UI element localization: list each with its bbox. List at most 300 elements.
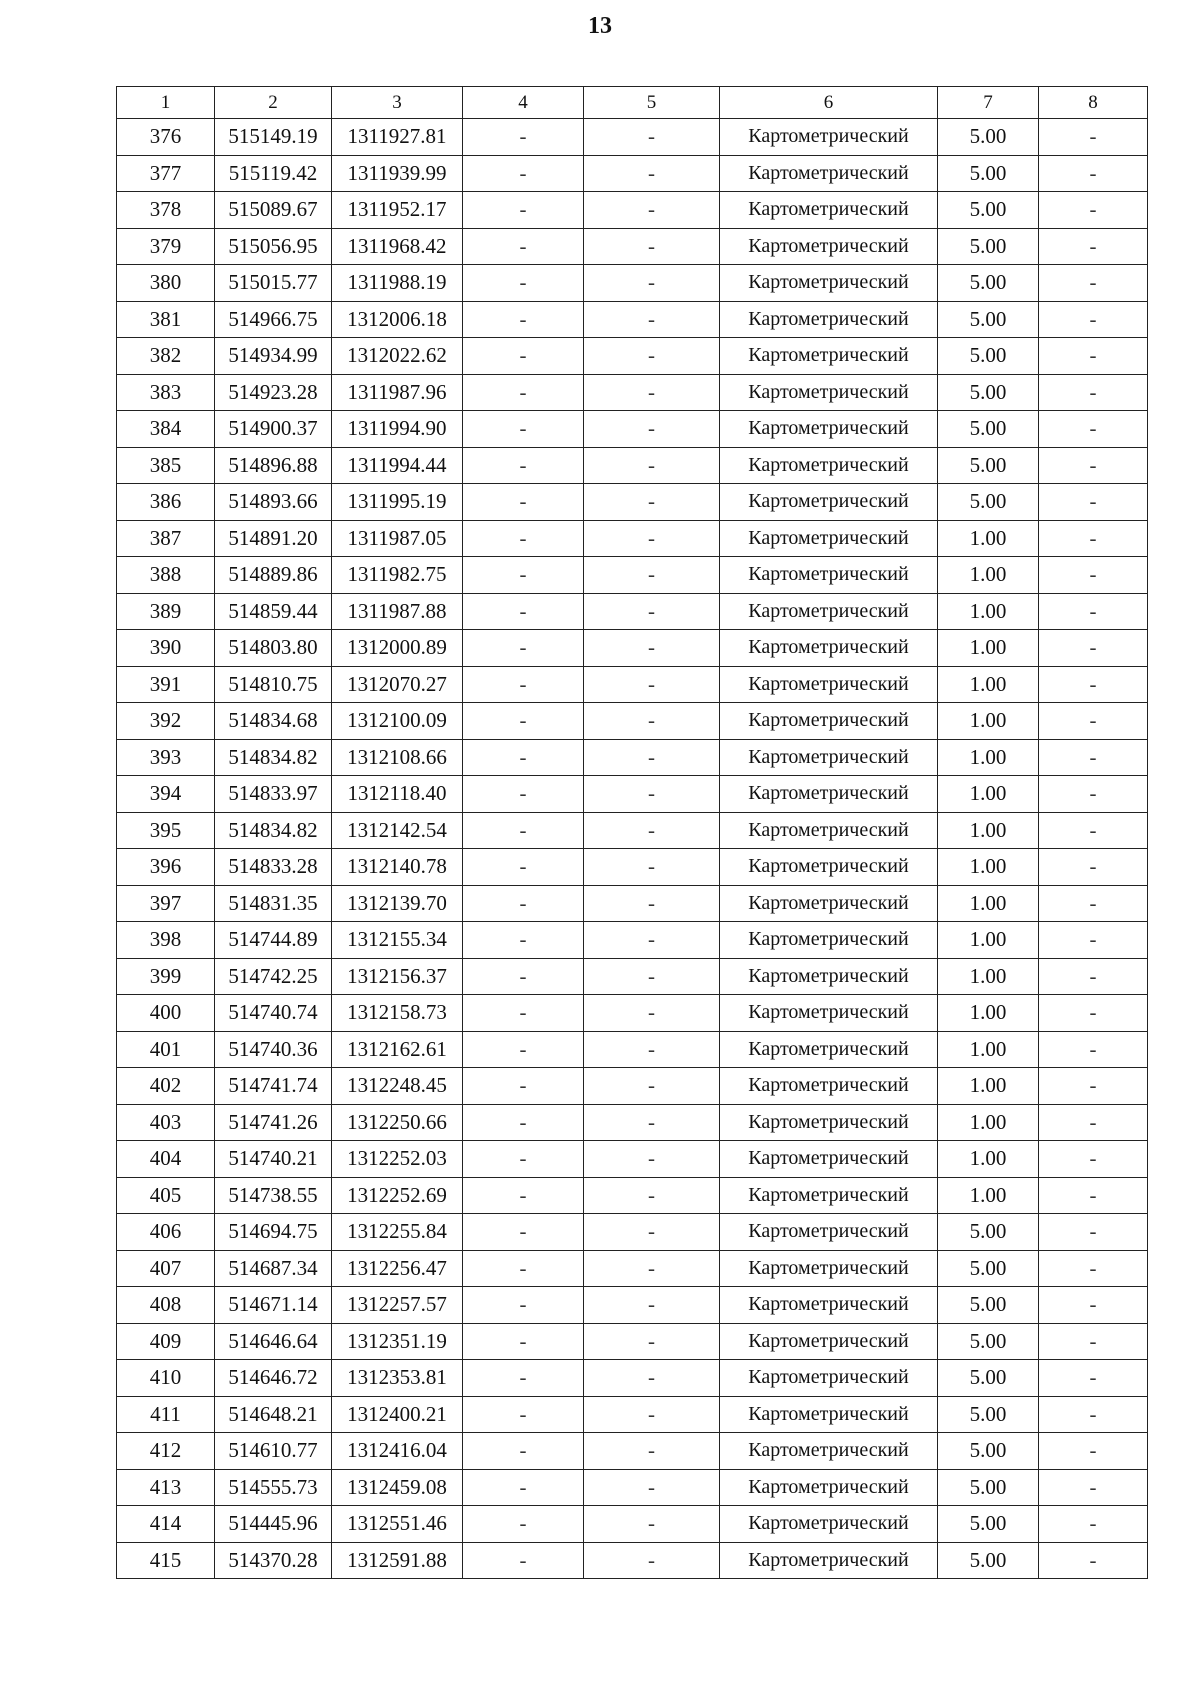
cell-method: Картометрический [720, 1433, 938, 1470]
table-row [117, 630, 1148, 667]
cell-col-4: - [463, 228, 584, 265]
cell-method: Картометрический [720, 1250, 938, 1287]
table-row [117, 119, 1148, 156]
cell-col-4: - [463, 885, 584, 922]
cell-col-4: - [463, 593, 584, 630]
cell-point-number: 409 [117, 1323, 215, 1360]
cell-col-5: - [584, 995, 720, 1032]
column-header-7: 7 [938, 87, 1039, 119]
cell-method: Картометрический [720, 484, 938, 521]
table-row [117, 703, 1148, 740]
cell-col-5: - [584, 374, 720, 411]
cell-col-8: - [1039, 1141, 1148, 1178]
cell-method: Картометрический [720, 1177, 938, 1214]
cell-col-4: - [463, 119, 584, 156]
cell-x-coordinate: 514833.28 [215, 849, 332, 886]
cell-x-coordinate: 514648.21 [215, 1396, 332, 1433]
table-row [117, 885, 1148, 922]
coordinates-table [116, 86, 1148, 1579]
cell-col-8: - [1039, 1287, 1148, 1324]
table-row [117, 447, 1148, 484]
table-row [117, 1323, 1148, 1360]
cell-x-coordinate: 514834.82 [215, 812, 332, 849]
cell-accuracy: 1.00 [938, 885, 1039, 922]
table-row [117, 1250, 1148, 1287]
cell-point-number: 410 [117, 1360, 215, 1397]
cell-point-number: 389 [117, 593, 215, 630]
cell-x-coordinate: 514694.75 [215, 1214, 332, 1251]
cell-accuracy: 5.00 [938, 1469, 1039, 1506]
cell-x-coordinate: 514900.37 [215, 411, 332, 448]
cell-col-8: - [1039, 1250, 1148, 1287]
cell-col-8: - [1039, 995, 1148, 1032]
cell-col-8: - [1039, 228, 1148, 265]
cell-col-5: - [584, 1250, 720, 1287]
cell-x-coordinate: 514741.74 [215, 1068, 332, 1105]
cell-accuracy: 5.00 [938, 192, 1039, 229]
cell-x-coordinate: 514671.14 [215, 1287, 332, 1324]
cell-col-8: - [1039, 1506, 1148, 1543]
cell-point-number: 381 [117, 301, 215, 338]
cell-col-5: - [584, 739, 720, 776]
cell-col-4: - [463, 1287, 584, 1324]
cell-accuracy: 1.00 [938, 703, 1039, 740]
cell-method: Картометрический [720, 885, 938, 922]
cell-accuracy: 1.00 [938, 812, 1039, 849]
cell-y-coordinate: 1312416.04 [332, 1433, 463, 1470]
cell-method: Картометрический [720, 265, 938, 302]
cell-col-8: - [1039, 1542, 1148, 1579]
cell-col-8: - [1039, 1031, 1148, 1068]
cell-y-coordinate: 1312139.70 [332, 885, 463, 922]
table-row [117, 812, 1148, 849]
cell-col-4: - [463, 1031, 584, 1068]
cell-method: Картометрический [720, 411, 938, 448]
table-row [117, 1141, 1148, 1178]
cell-accuracy: 5.00 [938, 1433, 1039, 1470]
table-row [117, 484, 1148, 521]
table-row [117, 1469, 1148, 1506]
cell-method: Картометрический [720, 1287, 938, 1324]
cell-col-4: - [463, 776, 584, 813]
cell-col-5: - [584, 1214, 720, 1251]
cell-col-8: - [1039, 849, 1148, 886]
table-row [117, 593, 1148, 630]
cell-point-number: 394 [117, 776, 215, 813]
cell-x-coordinate: 514646.64 [215, 1323, 332, 1360]
cell-x-coordinate: 514896.88 [215, 447, 332, 484]
cell-y-coordinate: 1312252.03 [332, 1141, 463, 1178]
cell-x-coordinate: 515056.95 [215, 228, 332, 265]
cell-point-number: 414 [117, 1506, 215, 1543]
cell-col-8: - [1039, 958, 1148, 995]
cell-col-8: - [1039, 776, 1148, 813]
cell-col-5: - [584, 338, 720, 375]
table-row [117, 1214, 1148, 1251]
cell-col-4: - [463, 630, 584, 667]
cell-y-coordinate: 1311987.88 [332, 593, 463, 630]
cell-x-coordinate: 514810.75 [215, 666, 332, 703]
cell-method: Картометрический [720, 995, 938, 1032]
cell-col-4: - [463, 1177, 584, 1214]
cell-y-coordinate: 1312257.57 [332, 1287, 463, 1324]
cell-method: Картометрический [720, 739, 938, 776]
cell-col-4: - [463, 1469, 584, 1506]
cell-point-number: 388 [117, 557, 215, 594]
cell-col-5: - [584, 1177, 720, 1214]
cell-point-number: 400 [117, 995, 215, 1032]
cell-y-coordinate: 1312255.84 [332, 1214, 463, 1251]
table-row [117, 301, 1148, 338]
table-row [117, 520, 1148, 557]
cell-y-coordinate: 1311952.17 [332, 192, 463, 229]
cell-col-5: - [584, 411, 720, 448]
table-row [117, 739, 1148, 776]
cell-col-4: - [463, 557, 584, 594]
cell-x-coordinate: 514966.75 [215, 301, 332, 338]
cell-col-8: - [1039, 1104, 1148, 1141]
cell-method: Картометрический [720, 703, 938, 740]
cell-col-4: - [463, 447, 584, 484]
cell-method: Картометрический [720, 520, 938, 557]
cell-method: Картометрический [720, 1396, 938, 1433]
cell-x-coordinate: 514741.26 [215, 1104, 332, 1141]
cell-col-4: - [463, 301, 584, 338]
column-header-1: 1 [117, 87, 215, 119]
cell-y-coordinate: 1312252.69 [332, 1177, 463, 1214]
table-row [117, 374, 1148, 411]
cell-col-8: - [1039, 411, 1148, 448]
cell-accuracy: 5.00 [938, 1396, 1039, 1433]
table-row [117, 1433, 1148, 1470]
cell-col-8: - [1039, 265, 1148, 302]
cell-accuracy: 1.00 [938, 958, 1039, 995]
cell-method: Картометрический [720, 447, 938, 484]
cell-col-4: - [463, 995, 584, 1032]
cell-col-4: - [463, 411, 584, 448]
cell-point-number: 393 [117, 739, 215, 776]
table-row [117, 1360, 1148, 1397]
cell-point-number: 385 [117, 447, 215, 484]
cell-col-5: - [584, 265, 720, 302]
cell-x-coordinate: 514738.55 [215, 1177, 332, 1214]
cell-col-5: - [584, 557, 720, 594]
cell-col-4: - [463, 1542, 584, 1579]
cell-col-4: - [463, 374, 584, 411]
cell-y-coordinate: 1312551.46 [332, 1506, 463, 1543]
cell-col-8: - [1039, 885, 1148, 922]
table-row [117, 228, 1148, 265]
cell-point-number: 386 [117, 484, 215, 521]
cell-point-number: 415 [117, 1542, 215, 1579]
cell-col-4: - [463, 703, 584, 740]
table-row [117, 1506, 1148, 1543]
column-header-4: 4 [463, 87, 584, 119]
cell-point-number: 398 [117, 922, 215, 959]
cell-method: Картометрический [720, 301, 938, 338]
cell-col-4: - [463, 1104, 584, 1141]
cell-col-5: - [584, 812, 720, 849]
cell-accuracy: 5.00 [938, 484, 1039, 521]
cell-col-8: - [1039, 922, 1148, 959]
cell-col-4: - [463, 155, 584, 192]
cell-accuracy: 1.00 [938, 630, 1039, 667]
cell-col-5: - [584, 1104, 720, 1141]
cell-col-5: - [584, 1360, 720, 1397]
cell-y-coordinate: 1312158.73 [332, 995, 463, 1032]
table-row [117, 958, 1148, 995]
cell-y-coordinate: 1312118.40 [332, 776, 463, 813]
cell-point-number: 396 [117, 849, 215, 886]
cell-col-4: - [463, 484, 584, 521]
cell-col-4: - [463, 1068, 584, 1105]
cell-col-5: - [584, 1542, 720, 1579]
cell-col-5: - [584, 666, 720, 703]
cell-x-coordinate: 514803.80 [215, 630, 332, 667]
cell-col-8: - [1039, 119, 1148, 156]
table-row [117, 1287, 1148, 1324]
column-header-5: 5 [584, 87, 720, 119]
cell-col-4: - [463, 1250, 584, 1287]
cell-method: Картометрический [720, 849, 938, 886]
table-header [117, 87, 1148, 119]
cell-point-number: 376 [117, 119, 215, 156]
cell-col-8: - [1039, 1177, 1148, 1214]
cell-point-number: 407 [117, 1250, 215, 1287]
cell-y-coordinate: 1312022.62 [332, 338, 463, 375]
header-row [117, 87, 1148, 119]
cell-method: Картометрический [720, 1068, 938, 1105]
cell-col-5: - [584, 484, 720, 521]
cell-col-5: - [584, 1141, 720, 1178]
cell-point-number: 408 [117, 1287, 215, 1324]
cell-col-8: - [1039, 338, 1148, 375]
cell-col-5: - [584, 155, 720, 192]
cell-accuracy: 1.00 [938, 520, 1039, 557]
cell-col-4: - [463, 265, 584, 302]
table-row [117, 192, 1148, 229]
cell-point-number: 383 [117, 374, 215, 411]
cell-col-5: - [584, 1433, 720, 1470]
cell-col-8: - [1039, 1214, 1148, 1251]
cell-point-number: 397 [117, 885, 215, 922]
table-row [117, 776, 1148, 813]
page-number: 13 [588, 13, 612, 39]
cell-accuracy: 1.00 [938, 1141, 1039, 1178]
cell-y-coordinate: 1312000.89 [332, 630, 463, 667]
cell-col-4: - [463, 666, 584, 703]
cell-y-coordinate: 1312162.61 [332, 1031, 463, 1068]
cell-accuracy: 1.00 [938, 593, 1039, 630]
cell-col-8: - [1039, 630, 1148, 667]
cell-accuracy: 5.00 [938, 1214, 1039, 1251]
cell-accuracy: 5.00 [938, 155, 1039, 192]
table-row [117, 666, 1148, 703]
cell-accuracy: 5.00 [938, 447, 1039, 484]
cell-col-5: - [584, 922, 720, 959]
cell-method: Картометрический [720, 1141, 938, 1178]
cell-col-8: - [1039, 520, 1148, 557]
cell-y-coordinate: 1311987.05 [332, 520, 463, 557]
cell-col-5: - [584, 1068, 720, 1105]
cell-y-coordinate: 1311939.99 [332, 155, 463, 192]
cell-x-coordinate: 514834.82 [215, 739, 332, 776]
cell-point-number: 391 [117, 666, 215, 703]
cell-point-number: 411 [117, 1396, 215, 1433]
cell-y-coordinate: 1311968.42 [332, 228, 463, 265]
cell-point-number: 382 [117, 338, 215, 375]
cell-col-4: - [463, 958, 584, 995]
cell-x-coordinate: 514934.99 [215, 338, 332, 375]
cell-accuracy: 1.00 [938, 1068, 1039, 1105]
table-row [117, 265, 1148, 302]
cell-method: Картометрический [720, 1506, 938, 1543]
cell-col-5: - [584, 447, 720, 484]
cell-accuracy: 5.00 [938, 1287, 1039, 1324]
cell-col-8: - [1039, 812, 1148, 849]
cell-point-number: 380 [117, 265, 215, 302]
cell-accuracy: 5.00 [938, 1250, 1039, 1287]
cell-accuracy: 1.00 [938, 557, 1039, 594]
cell-accuracy: 5.00 [938, 228, 1039, 265]
cell-x-coordinate: 514740.74 [215, 995, 332, 1032]
cell-col-4: - [463, 1506, 584, 1543]
cell-x-coordinate: 514687.34 [215, 1250, 332, 1287]
cell-method: Картометрический [720, 1469, 938, 1506]
cell-x-coordinate: 514831.35 [215, 885, 332, 922]
cell-col-8: - [1039, 192, 1148, 229]
cell-x-coordinate: 514893.66 [215, 484, 332, 521]
cell-x-coordinate: 514610.77 [215, 1433, 332, 1470]
cell-accuracy: 1.00 [938, 1031, 1039, 1068]
cell-accuracy: 5.00 [938, 338, 1039, 375]
cell-col-8: - [1039, 557, 1148, 594]
cell-y-coordinate: 1312591.88 [332, 1542, 463, 1579]
cell-point-number: 390 [117, 630, 215, 667]
cell-col-5: - [584, 301, 720, 338]
cell-y-coordinate: 1311995.19 [332, 484, 463, 521]
cell-point-number: 399 [117, 958, 215, 995]
cell-accuracy: 5.00 [938, 1542, 1039, 1579]
table-row [117, 1396, 1148, 1433]
cell-col-4: - [463, 1396, 584, 1433]
table-row [117, 995, 1148, 1032]
cell-point-number: 402 [117, 1068, 215, 1105]
cell-accuracy: 5.00 [938, 1506, 1039, 1543]
cell-col-4: - [463, 812, 584, 849]
cell-col-5: - [584, 192, 720, 229]
cell-col-8: - [1039, 374, 1148, 411]
cell-col-8: - [1039, 1469, 1148, 1506]
cell-y-coordinate: 1312353.81 [332, 1360, 463, 1397]
cell-method: Картометрический [720, 1542, 938, 1579]
cell-y-coordinate: 1312256.47 [332, 1250, 463, 1287]
cell-col-5: - [584, 885, 720, 922]
table-body [117, 119, 1148, 1579]
cell-col-5: - [584, 776, 720, 813]
cell-accuracy: 5.00 [938, 301, 1039, 338]
cell-y-coordinate: 1312250.66 [332, 1104, 463, 1141]
table-row [117, 1104, 1148, 1141]
cell-col-5: - [584, 703, 720, 740]
cell-col-5: - [584, 849, 720, 886]
cell-col-5: - [584, 1396, 720, 1433]
cell-col-8: - [1039, 593, 1148, 630]
cell-method: Картометрический [720, 374, 938, 411]
table-row [117, 1031, 1148, 1068]
cell-x-coordinate: 514445.96 [215, 1506, 332, 1543]
cell-col-8: - [1039, 666, 1148, 703]
cell-col-4: - [463, 739, 584, 776]
cell-y-coordinate: 1312351.19 [332, 1323, 463, 1360]
cell-point-number: 377 [117, 155, 215, 192]
cell-y-coordinate: 1311994.44 [332, 447, 463, 484]
cell-x-coordinate: 514742.25 [215, 958, 332, 995]
table-row [117, 338, 1148, 375]
cell-method: Картометрический [720, 1360, 938, 1397]
table-row [117, 849, 1148, 886]
cell-col-4: - [463, 1323, 584, 1360]
cell-method: Картометрический [720, 557, 938, 594]
cell-method: Картометрический [720, 1031, 938, 1068]
cell-x-coordinate: 515149.19 [215, 119, 332, 156]
cell-point-number: 406 [117, 1214, 215, 1251]
cell-col-8: - [1039, 1433, 1148, 1470]
table-row [117, 411, 1148, 448]
column-header-8: 8 [1039, 87, 1148, 119]
cell-col-8: - [1039, 739, 1148, 776]
cell-accuracy: 1.00 [938, 1177, 1039, 1214]
table-row [117, 1177, 1148, 1214]
cell-y-coordinate: 1312006.18 [332, 301, 463, 338]
cell-y-coordinate: 1311987.96 [332, 374, 463, 411]
cell-accuracy: 5.00 [938, 265, 1039, 302]
cell-col-8: - [1039, 301, 1148, 338]
cell-col-4: - [463, 922, 584, 959]
cell-method: Картометрический [720, 958, 938, 995]
cell-col-5: - [584, 958, 720, 995]
cell-y-coordinate: 1311988.19 [332, 265, 463, 302]
cell-col-5: - [584, 119, 720, 156]
cell-x-coordinate: 514740.21 [215, 1141, 332, 1178]
cell-point-number: 378 [117, 192, 215, 229]
cell-method: Картометрический [720, 630, 938, 667]
cell-method: Картометрический [720, 776, 938, 813]
cell-y-coordinate: 1311927.81 [332, 119, 463, 156]
cell-point-number: 404 [117, 1141, 215, 1178]
cell-method: Картометрический [720, 192, 938, 229]
cell-col-8: - [1039, 703, 1148, 740]
cell-x-coordinate: 514646.72 [215, 1360, 332, 1397]
cell-y-coordinate: 1311994.90 [332, 411, 463, 448]
cell-accuracy: 5.00 [938, 119, 1039, 156]
cell-col-5: - [584, 1469, 720, 1506]
cell-col-4: - [463, 520, 584, 557]
cell-method: Картометрический [720, 1104, 938, 1141]
cell-point-number: 412 [117, 1433, 215, 1470]
column-header-2: 2 [215, 87, 332, 119]
cell-y-coordinate: 1312248.45 [332, 1068, 463, 1105]
cell-point-number: 387 [117, 520, 215, 557]
cell-x-coordinate: 514891.20 [215, 520, 332, 557]
table-row [117, 557, 1148, 594]
cell-col-8: - [1039, 1360, 1148, 1397]
column-header-6: 6 [720, 87, 938, 119]
cell-accuracy: 1.00 [938, 995, 1039, 1032]
cell-y-coordinate: 1312108.66 [332, 739, 463, 776]
cell-col-5: - [584, 1031, 720, 1068]
cell-method: Картометрический [720, 155, 938, 192]
